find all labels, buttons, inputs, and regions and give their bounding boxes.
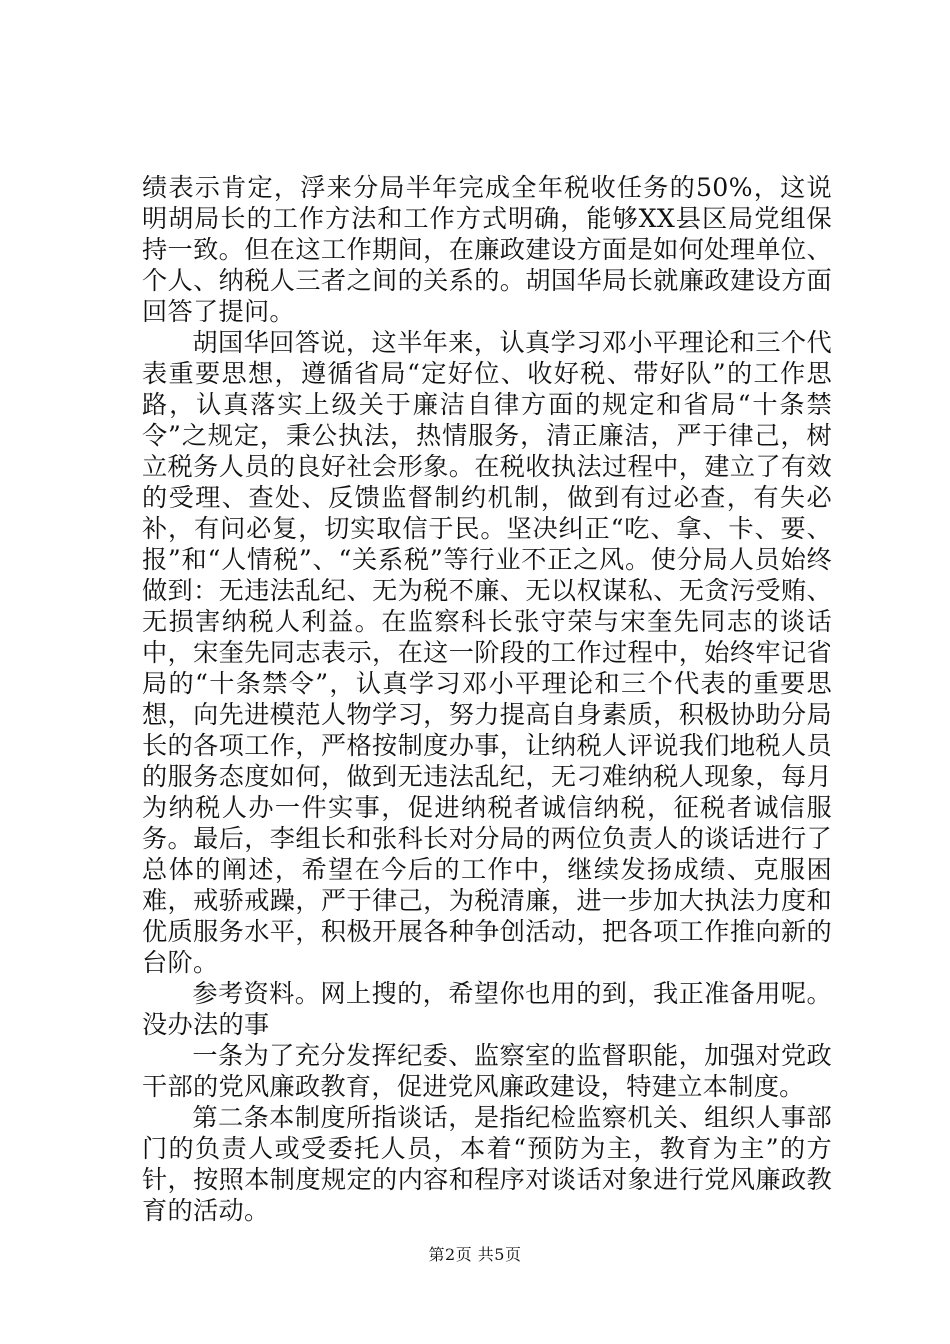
document-body: [142, 172, 832, 1226]
paragraph-article-two: 第二条本制度所指谈话，是指纪检监察机关、组织人事部门的负责人或受委托人员，本着“预防为主，教育为主”的方针，按照本制度规定的内容和程序对谈话对象进行党风廉政教育的活动。: [142, 1103, 832, 1225]
paragraph-article-one: 一条为了充分发挥纪委、监察室的监督职能，加强对党政干部的党风廉政教育，促进党风廉政建设，特建立本制度。: [142, 1041, 832, 1101]
page-number-footer: 第2页 共5页: [428, 1245, 522, 1264]
paragraph-continuation: 绩表示肯定，浮来分局半年完成全年税收任务的50%，这说明胡局长的工作方法和工作方式明确，能够XX县区局党组保持一致。但在这工作期间，在廉政建设方面是如何处理单位、个人、纳税人三者之间的关系的。胡国华局长就廉政建设方面回答了提问。: [142, 173, 832, 326]
paragraph-reference-note: 参考资料。网上搜的，希望你也用的到，我正准备用呢。没办法的事: [142, 979, 832, 1039]
paragraph-hu-reply: 胡国华回答说，这半年来，认真学习邓小平理论和三个代表重要思想，遵循省局“定好位、收好税、带好队”的工作思路，认真落实上级关于廉洁自律方面的规定和省局“十条禁令”之规定，秉公执法，热情服务，清正廉洁，严于律己，树立税务人员的良好社会形象。在税收执法过程中，建立了有效的受理、查处、反馈监督制约机制，做到有过必查，有失必补，有问必复，切实取信于民。坚决纠正“吃、拿、卡、要、报”和“人情税”、“关系税”等行业不正之风。使分局人员始终做到：无违法乱纪、无为税不廉、无以权谋私、无贪污受贿、无损害纳税人利益。在监察科长张守荣与宋奎先同志的谈话中，宋奎先同志表示，在这一阶段的工作过程中，始终牢记省局的“十条禁令”，认真学习邓小平理论和三个代表的重要思想，向先进模范人物学习，努力提高自身素质，积极协助分局长的各项工作，严格按制度办事，让纳税人评说我们地税人员的服务态度如何，做到无违法乱纪，无刁难纳税人现象，每月为纳税人办一件实事，促进纳税者诚信纳税，征税者诚信服务。最后，李组长和张科长对分局的两位负责人的谈话进行了总体的阐述，希望在今后的工作中，继续发扬成绩、克服困难，戒骄戒躁，严于律己，为税清廉，进一步加大执法力度和优质服务水平，积极开展各种争创活动，把各项工作推向新的台阶。: [142, 328, 832, 977]
